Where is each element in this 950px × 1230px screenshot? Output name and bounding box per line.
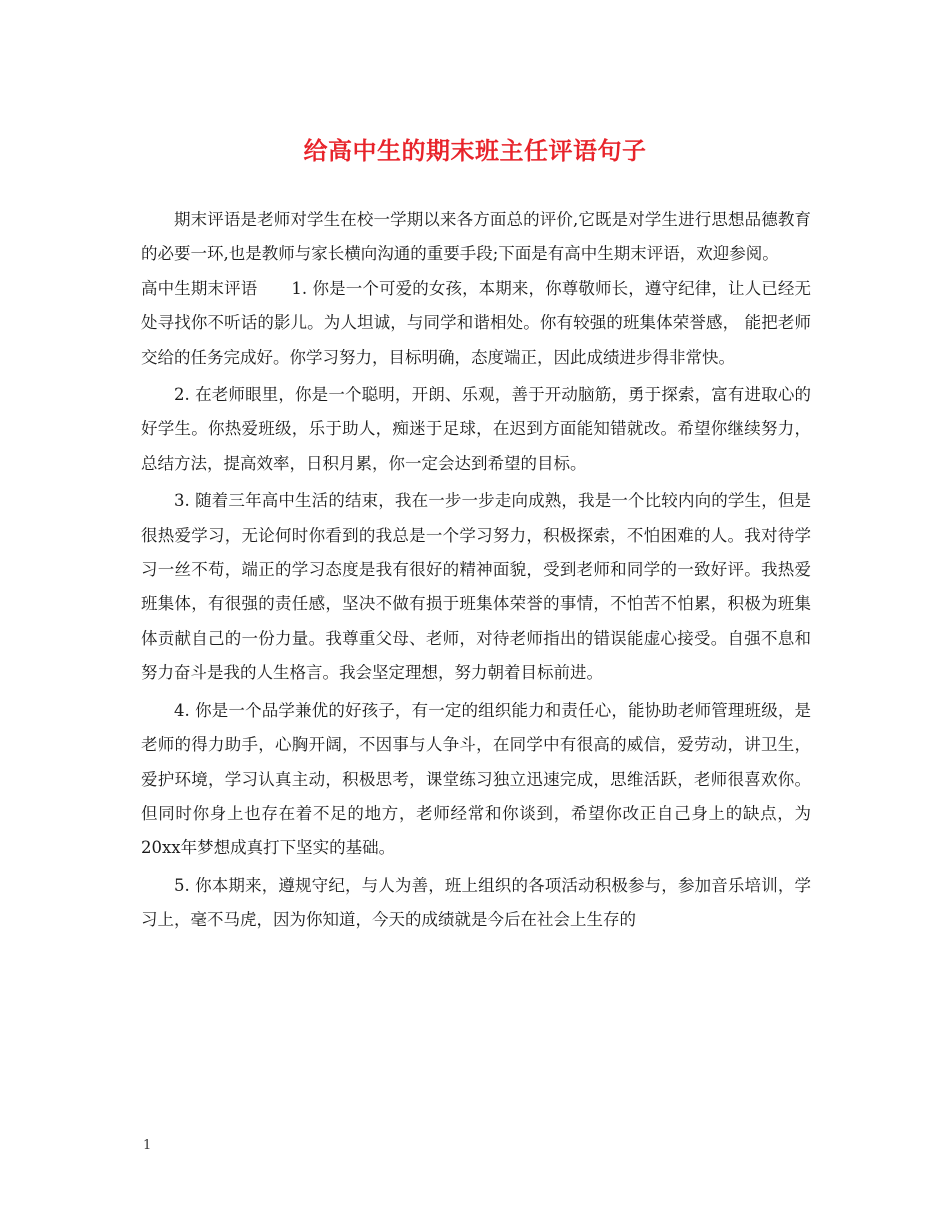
section-label: 高中生期末评语 bbox=[141, 278, 258, 298]
item-paragraph-5: 5. 你本期来，遵规守纪，与人为善，班上组织的各项活动积极参与，参加音乐培训，学习上，毫不马虎，因为你知道，今天的成绩就是今后在社会上生存的 bbox=[141, 875, 811, 930]
item-paragraph-3: 3. 随着三年高中生活的结束，我在一步一步走向成熟，我是一个比较内向的学生，但是很热爱学习，无论何时你看到的我总是一个学习努力，积极探索，不怕困难的人。我对待学习一丝不苟，端正的学习态度是我有很好的精神面貌，受到老师和同学的一致好评。我热爱班集体，有很强的责任感，坚决不做有损于班集体荣誉的事情，不怕苦不怕累，积极为班集体贡献自己的一份力量。我尊重父母、老师，对待老师指出的错误能虚心接受。自强不息和努力奋斗是我的人生格言。我会坚定理想，努力朝着目标前进。 bbox=[141, 491, 811, 683]
item-paragraph-1 bbox=[141, 272, 811, 375]
item-paragraph-4: 4. 你是一个品学兼优的好孩子，有一定的组织能力和责任心，能协助老师管理班级，是老师的得力助手，心胸开阔，不因事与人争斗，在同学中有很高的威信，爱劳动，讲卫生，爱护环境，学习认真主动，积极思考，课堂练习独立迅速完成，思维活跃，老师很喜欢你。但同时你身上也存在着不足的地方，老师经常和你谈到，希望你改正自己身上的缺点，为20xx年梦想成真打下坚实的基础。 bbox=[141, 700, 811, 858]
item-text-1: 1. 你是一个可爱的女孩，本期来，你尊敬师长，遵守纪律，让人已经无处寻找你不听话的影儿。为人坦诚，与同学和谐相处。你有较强的班集体荣誉感， 能把老师交给的任务完成好。你学习努力，目标明确，态度端正，因此成绩进步得非常快。 bbox=[141, 278, 811, 367]
document-body bbox=[141, 203, 811, 938]
document-title: 给高中生的期末班主任评语句子 bbox=[303, 136, 647, 165]
page-number: 1 bbox=[143, 1138, 152, 1153]
intro-paragraph: 期末评语是老师对学生在校一学期以来各方面总的评价,它既是对学生进行思想品德教育的必要一环,也是教师与家长横向沟通的重要手段;下面是有高中生期末评语，欢迎参阅。 bbox=[141, 210, 811, 264]
item-paragraph-2: 2. 在老师眼里，你是一个聪明，开朗、乐观，善于开动脑筋，勇于探索，富有进取心的好学生。你热爱班级，乐于助人，痴迷于足球，在迟到方面能知错就改。希望你继续努力，总结方法，提高效率，日积月累，你一定会达到希望的目标。 bbox=[141, 385, 811, 473]
